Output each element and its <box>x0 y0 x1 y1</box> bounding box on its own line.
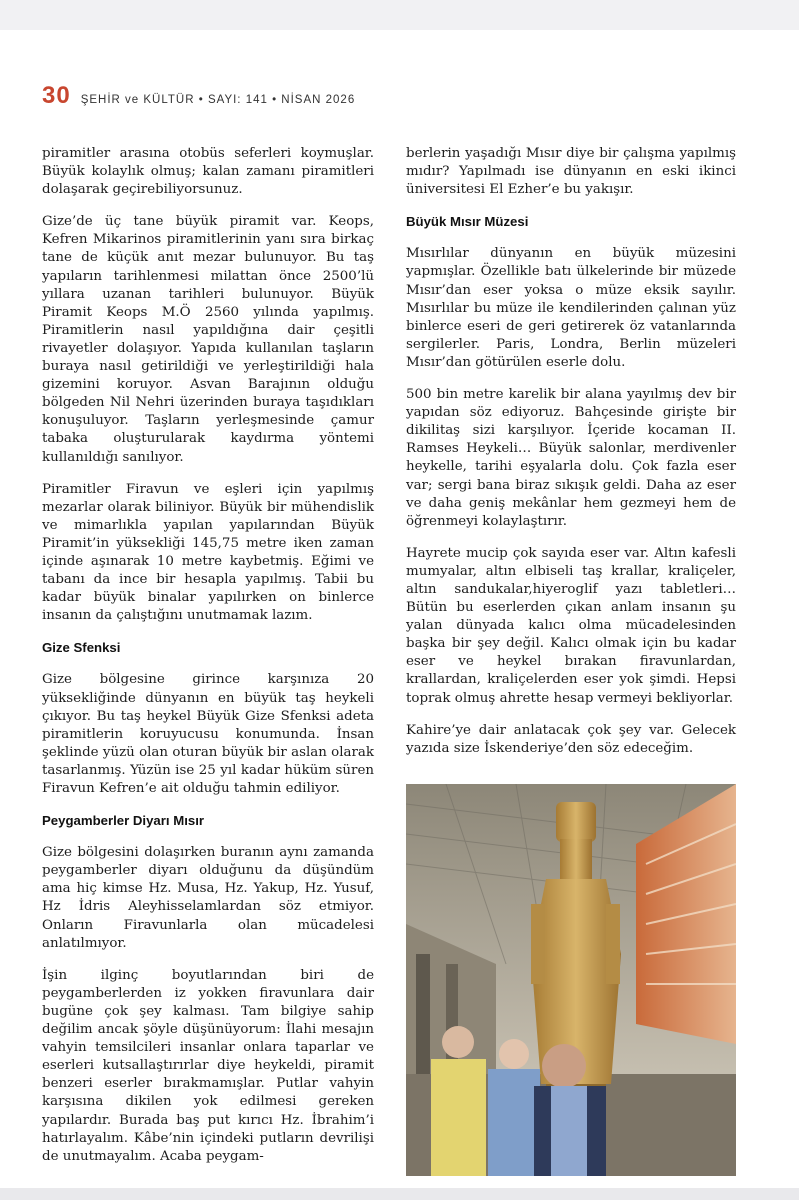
paragraph: piramitler arasına otobüs seferleri koymuşlar. Büyük kolaylık olmuş; kalan zamanı piramitleri dolaşarak geçirebiliyorsunuz. <box>42 146 374 198</box>
page-header <box>42 82 355 112</box>
paragraph: Piramitler Firavun ve eşleri için yapılmış mezarlar olarak biliniyor. Büyük bir mühendislik ve mimarlıkla yapılan yapılarından Büyük Piramit’in yüksekliği 145,75 metre iken zaman içinde aşınarak 10 metre kaybetmiş. Eğimi ve tabanı da ince bir hesapla yapılmış. Tabii bu kadar büyük binalar yapılırken on binlerce insanın da çalıştığını unutmamak lazım. <box>42 481 374 624</box>
paragraph: Hayrete mucip çok sayıda eser var. Altın kafesli mumyalar, altın elbiseli taş krallar, kraliçeler, altın sandukalar,hiyeroglif yazı tabletleri… Bütün bu eserlerden çıkan anlam insanın şu yalan dünyada kalıcı olma mücadelesinden başka bir şey değil. Kalıcı olmak için bu kadar eser ve heykel bırakan firavunlardan, krallardan, kraliçelerden eser yok şimdi. Hepsi toprak olmuş ahrette hesap vermeyi bekliyorlar. <box>406 545 736 706</box>
paragraph: Gize’de üç tane büyük piramit var. Keops, Kefren Mikarinos piramitlerinin yanı sıra birkaç tane de küçük anıt mezar bulunuyor. Bu taş yapıların tarihlenmesi milattan önce 2500’lü yıllara uzanan tarihleri bulunuyor. Büyük Piramit Keops M.Ö 2560 yılında yapılmış. Piramitlerin nasıl yapıldığına dair çeşitli rivayetler dolaşıyor. Yapıda kullanılan taşların buraya nasıl getirildiği ve yerleştirildiği hala gizemini koruyor. Asvan Barajının olduğu bölgeden Nil Nehri üzerinden buraya taşıdıkları konuşuluyor. Taşların yerleşmesinde çamur tabaka oluşturularak kaydırma yöntemi kullanıldığı sanılıyor. <box>42 214 374 465</box>
paragraph: Kahire’ye dair anlatacak çok şey var. Gelecek yazıda size İskenderiye’den söz edeceğim. <box>406 722 736 756</box>
bottom-strip <box>0 1188 799 1200</box>
right-column <box>406 145 736 772</box>
paragraph: berlerin yaşadığı Mısır diye bir çalışma yapılmış mıdır? Yapılmadı ise dünyanın en eski ikinci üniversitesi El Ezher’e bu yakışır. <box>406 146 736 198</box>
magazine-info: ŞEHİR ve KÜLTÜR • SAYI: 141 • NİSAN 2026 <box>80 94 356 106</box>
paragraph: Gize bölgesine girince karşınıza 20 yüksekliğinde dünyanın en büyük taş heykeli çıkıyor. Bu taş heykel Büyük Gize Sfenksi adeta piramitlerin koruyucusu konumunda. İnsan şeklinde yüzü olan oturan büyük bir aslan olarak tasarlanmış. Yüzün ise 25 yıl kadar hüküm süren Firavun Kefren’e ait olduğu tahmin ediliyor. <box>42 672 374 796</box>
section-heading: Peygamberler Diyarı Mısır <box>42 813 204 829</box>
section-heading: Büyük Mısır Müzesi <box>406 214 529 230</box>
museum-photo <box>406 784 736 1176</box>
left-column <box>42 145 374 1180</box>
paragraph: Gize bölgesini dolaşırken buranın aynı zamanda peygamberler diyarı olduğunu da düşündüm ama hiç kimse Hz. Musa, Hz. Yakup, Hz. Yusuf, Hz İdris Aleyhisselamlardan söz etmiyor. Onların Firavunlarla olan mücadelesi anlatılmıyor. <box>42 845 374 951</box>
paragraph: Mısırlılar dünyanın en büyük müzesini yapmışlar. Özellikle batı ülkelerinde bir müzede Mısır’dan eser yoksa o müze eksik sayılır. Mısırlılar bu müze ile kendilerinden çalınan yüz binlerce eseri de geri getirerek öz vatanlarında sergilerler. Paris, Londra, Berlin müzeleri Mısır’dan götürülen eserle dolu. <box>406 246 736 370</box>
magazine-page <box>0 30 799 1188</box>
section-heading: Gize Sfenksi <box>42 640 121 656</box>
paragraph: 500 bin metre karelik bir alana yayılmış dev bir yapıdan söz ediyoruz. Bahçesinde girişte bir dikilitaş sizi karşılıyor. İçeride kocaman II. Ramses Heykeli… Büyük salonlar, merdivenler heykelle, tarihi eşyalarla dolu. Çok fazla eser var; sergi bana biraz sıkışık geldi. Daha az eser ve daha geniş mekânlar hem gezmeyi hem de öğrenmeyi kolaylaştırır. <box>406 387 736 529</box>
ramses-statue-photo <box>406 784 736 1176</box>
paragraph: İşin ilginç boyutlarından biri de peygamberlerden iz yokken firavunlara dair bugüne çok şey kalması. Tam bilgiye sahip değilim ancak şöyle düşünüyorum: İlahi mesajın vahyin temsilcileri insanlar onlara taparlar ve eserleri kutsallaştırırlar diye heykeldi, piramit benzeri eserler bırakmamışlar. Putlar vahyin karşısına dikilen yok edilmesi gereken yapılardır. Burada baş put kırıcı Hz. İbrahim’i hatırlayalım. Kâbe’nin içindeki putların devrilişi de unutmayalım. Acaba peygam- <box>42 967 374 1164</box>
page-number: 30 <box>42 82 71 109</box>
